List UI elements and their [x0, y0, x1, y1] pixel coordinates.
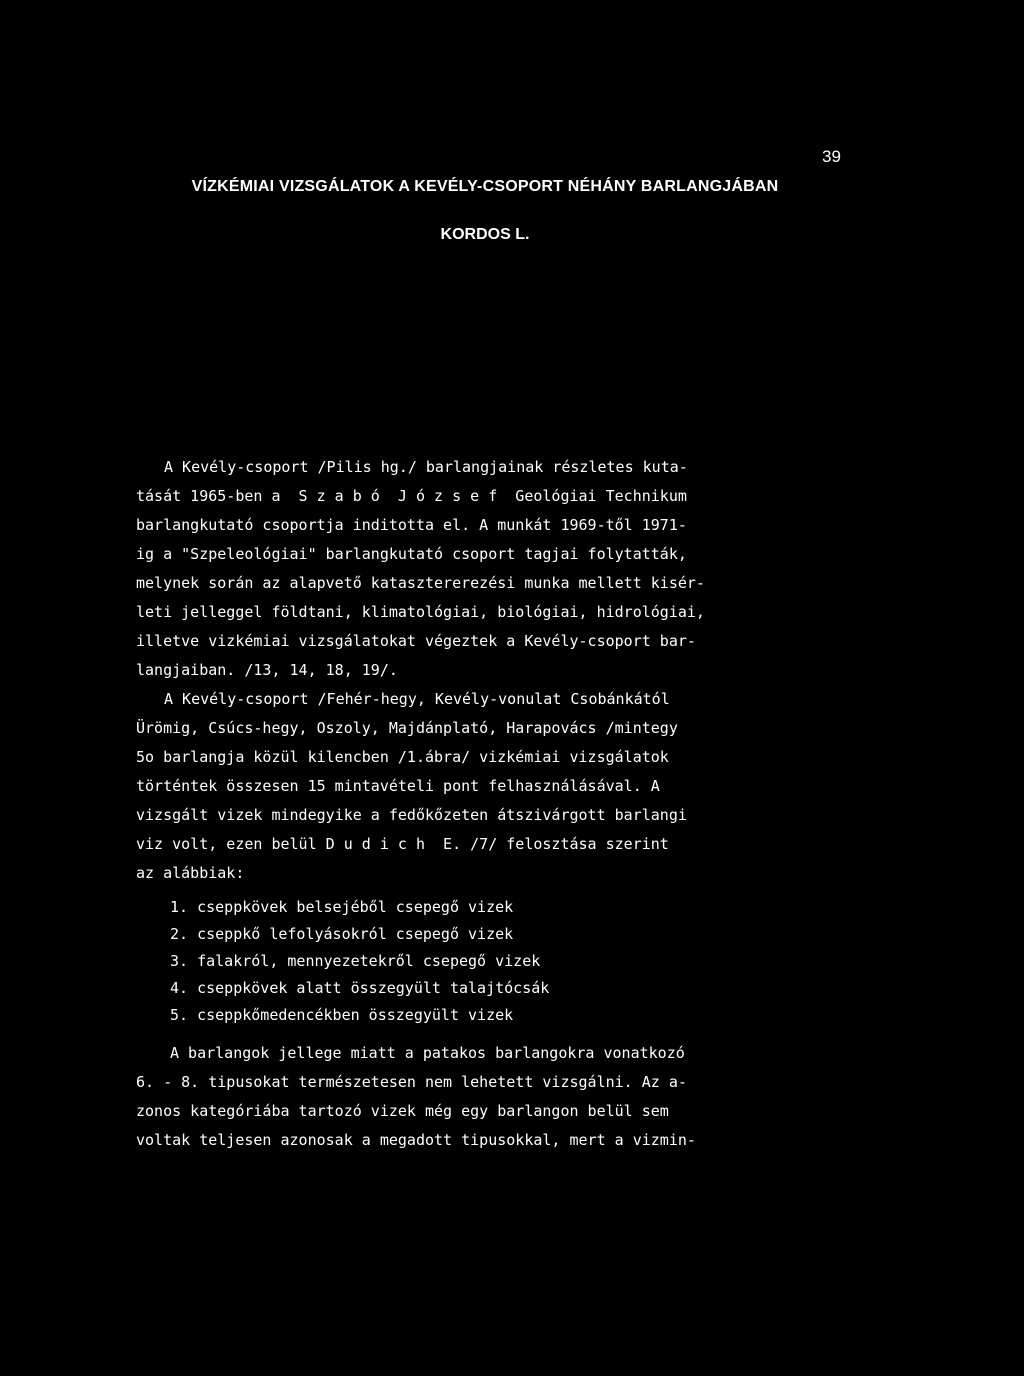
- text-line: tását 1965-ben a S z a b ó J ó z s e f Geológiai Technikum: [136, 487, 687, 505]
- text-line: zonos kategóriába tartozó vizek még egy barlangon belül sem: [136, 1102, 669, 1120]
- text-line: ig a "Szpeleológiai" barlangkutató csoport tagjai folytatták,: [136, 545, 687, 563]
- text-line: voltak teljesen azonosak a megadott tipusokkal, mert a vizmin-: [136, 1131, 696, 1149]
- text-line: leti jelleggel földtani, klimatológiai, biológiai, hidrológiai,: [136, 603, 705, 621]
- list-item: 1. cseppkövek belsejéből csepegő vizek: [170, 898, 514, 916]
- text-line: viz volt, ezen belül D u d i c h E. /7/ felosztása szerint: [136, 835, 669, 853]
- text-line: az alábbiak:: [136, 864, 245, 882]
- text-line: illetve vizkémiai vizsgálatokat végeztek a Kevély-csoport bar-: [136, 632, 696, 650]
- article-author: KORDOS L.: [440, 226, 530, 243]
- list-item: 5. cseppkőmedencékben összegyült vizek: [170, 1006, 514, 1024]
- text-line: A barlangok jellege miatt a patakos barlangokra vonatkozó: [170, 1044, 685, 1062]
- article-title: VÍZKÉMIAI VIZSGÁLATOK A KEVÉLY-CSOPORT NÉHÁNY BARLANGJÁBAN: [191, 178, 779, 195]
- text-line: 6. - 8. tipusokat természetesen nem lehetett vizsgálni. Az a-: [136, 1073, 687, 1091]
- text-line: melynek során az alapvető katasztererezési munka mellett kisér-: [136, 574, 705, 592]
- text-line: A Kevély-csoport /Pilis hg./ barlangjainak részletes kuta-: [164, 458, 688, 476]
- page-number: 39: [822, 147, 841, 166]
- list-item: 4. cseppkövek alatt összegyült talajtócsák: [170, 979, 550, 997]
- text-line: barlangkutató csoportja inditotta el. A munkát 1969-től 1971-: [136, 516, 687, 534]
- text-line: vizsgált vizek mindegyike a fedőkőzeten átszivárgott barlangi: [136, 806, 687, 824]
- list-item: 3. falakról, mennyezetekről csepegő vizek: [170, 952, 541, 970]
- text-line: történtek összesen 15 mintavételi pont felhasználásával. A: [136, 777, 660, 795]
- text-line: Ürömig, Csúcs-hegy, Oszoly, Majdánplató, Harapovács /mintegy: [136, 719, 678, 737]
- text-line: A Kevély-csoport /Fehér-hegy, Kevély-vonulat Csobánkától: [164, 690, 670, 708]
- text-line: langjaiban. /13, 14, 18, 19/.: [136, 661, 398, 679]
- list-item: 2. cseppkő lefolyásokról csepegő vizek: [170, 925, 514, 943]
- text-line: 5o barlangja közül kilencben /1.ábra/ vizkémiai vizsgálatok: [136, 748, 669, 766]
